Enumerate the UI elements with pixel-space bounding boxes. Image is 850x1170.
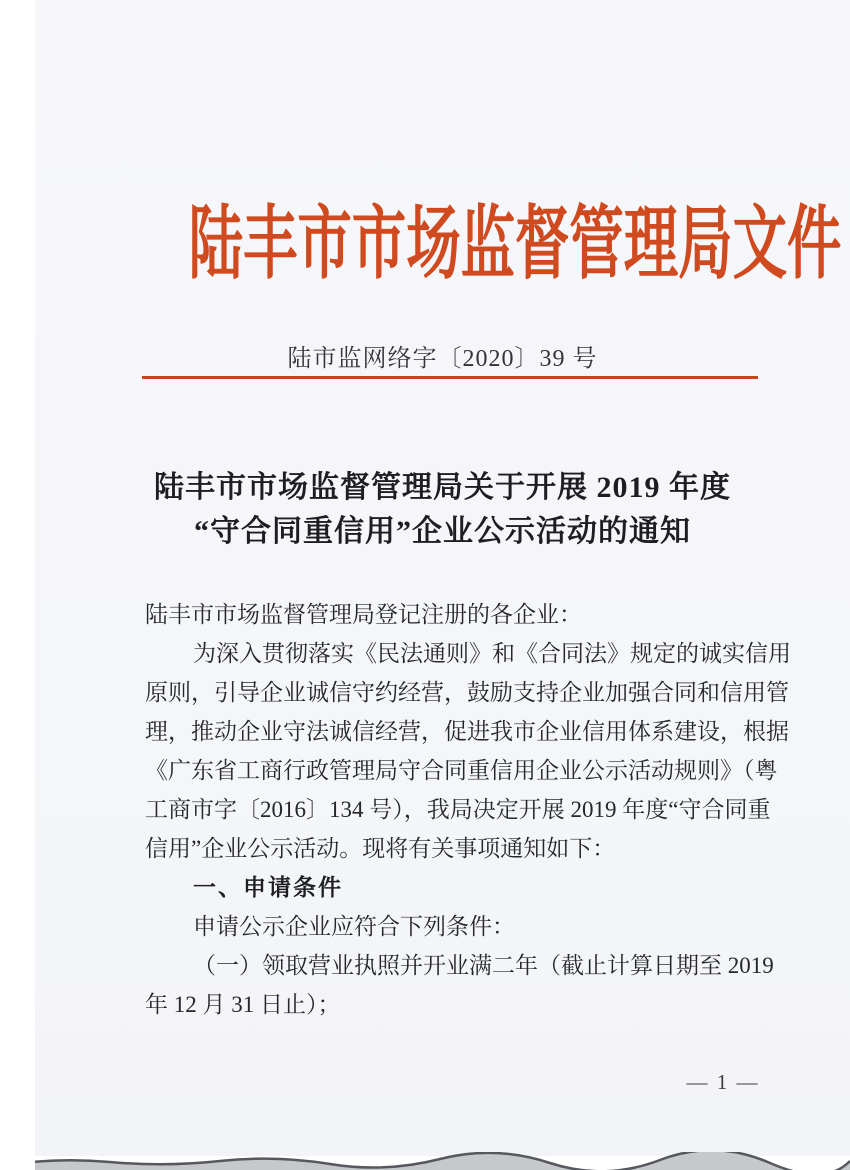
body-line: 申请公示企业应符合下列条件： [193, 914, 515, 939]
body-line: 信用”企业公示活动。现将有关事项通知如下： [145, 836, 616, 861]
section-heading: 一、申请条件 [193, 874, 343, 900]
body-line: 《广东省工商行政管理局守合同重信用企业公示活动规则》（粤 [145, 758, 778, 783]
notice-title-line-1: 陆丰市市场监督管理局关于开展 2019 年度 [154, 471, 731, 504]
notice-body [145, 595, 791, 1024]
notice-title-line-2: “守合同重信用”企业公示活动的通知 [194, 515, 691, 548]
paper-bottom-edge [0, 1152, 850, 1170]
body-line: 年 12 月 31 日止）； [145, 992, 341, 1017]
body-line: 为深入贯彻落实《民法通则》和《合同法》规定的诚实信用 [193, 641, 791, 666]
notice-title [35, 466, 850, 554]
page-number: — 1 — [686, 1070, 760, 1094]
agency-banner-text: 陆丰市市场监督管理局文件 [188, 199, 842, 288]
scanner-edge-strip [0, 0, 35, 1170]
salutation-line: 陆丰市市场监督管理局登记注册的各企业： [145, 602, 582, 627]
document-number: 陆市监网络字〔2020〕39 号 [287, 346, 598, 372]
body-line: （一）领取营业执照并开业满二年（截止计算日期至 2019 [193, 953, 774, 978]
body-line: 工商市字〔2016〕134 号），我局决定开展 2019 年度“守合同重 [145, 797, 771, 822]
paper-edge-wave [0, 1152, 850, 1170]
body-line: 理，推动企业守法诚信经营，促进我市企业信用体系建设，根据 [145, 719, 789, 744]
agency-banner [35, 198, 850, 290]
red-divider-line [142, 376, 758, 379]
body-line: 原则，引导企业诚信守约经营，鼓励支持企业加强合同和信用管 [145, 680, 789, 705]
paper-sheet [35, 0, 850, 1156]
